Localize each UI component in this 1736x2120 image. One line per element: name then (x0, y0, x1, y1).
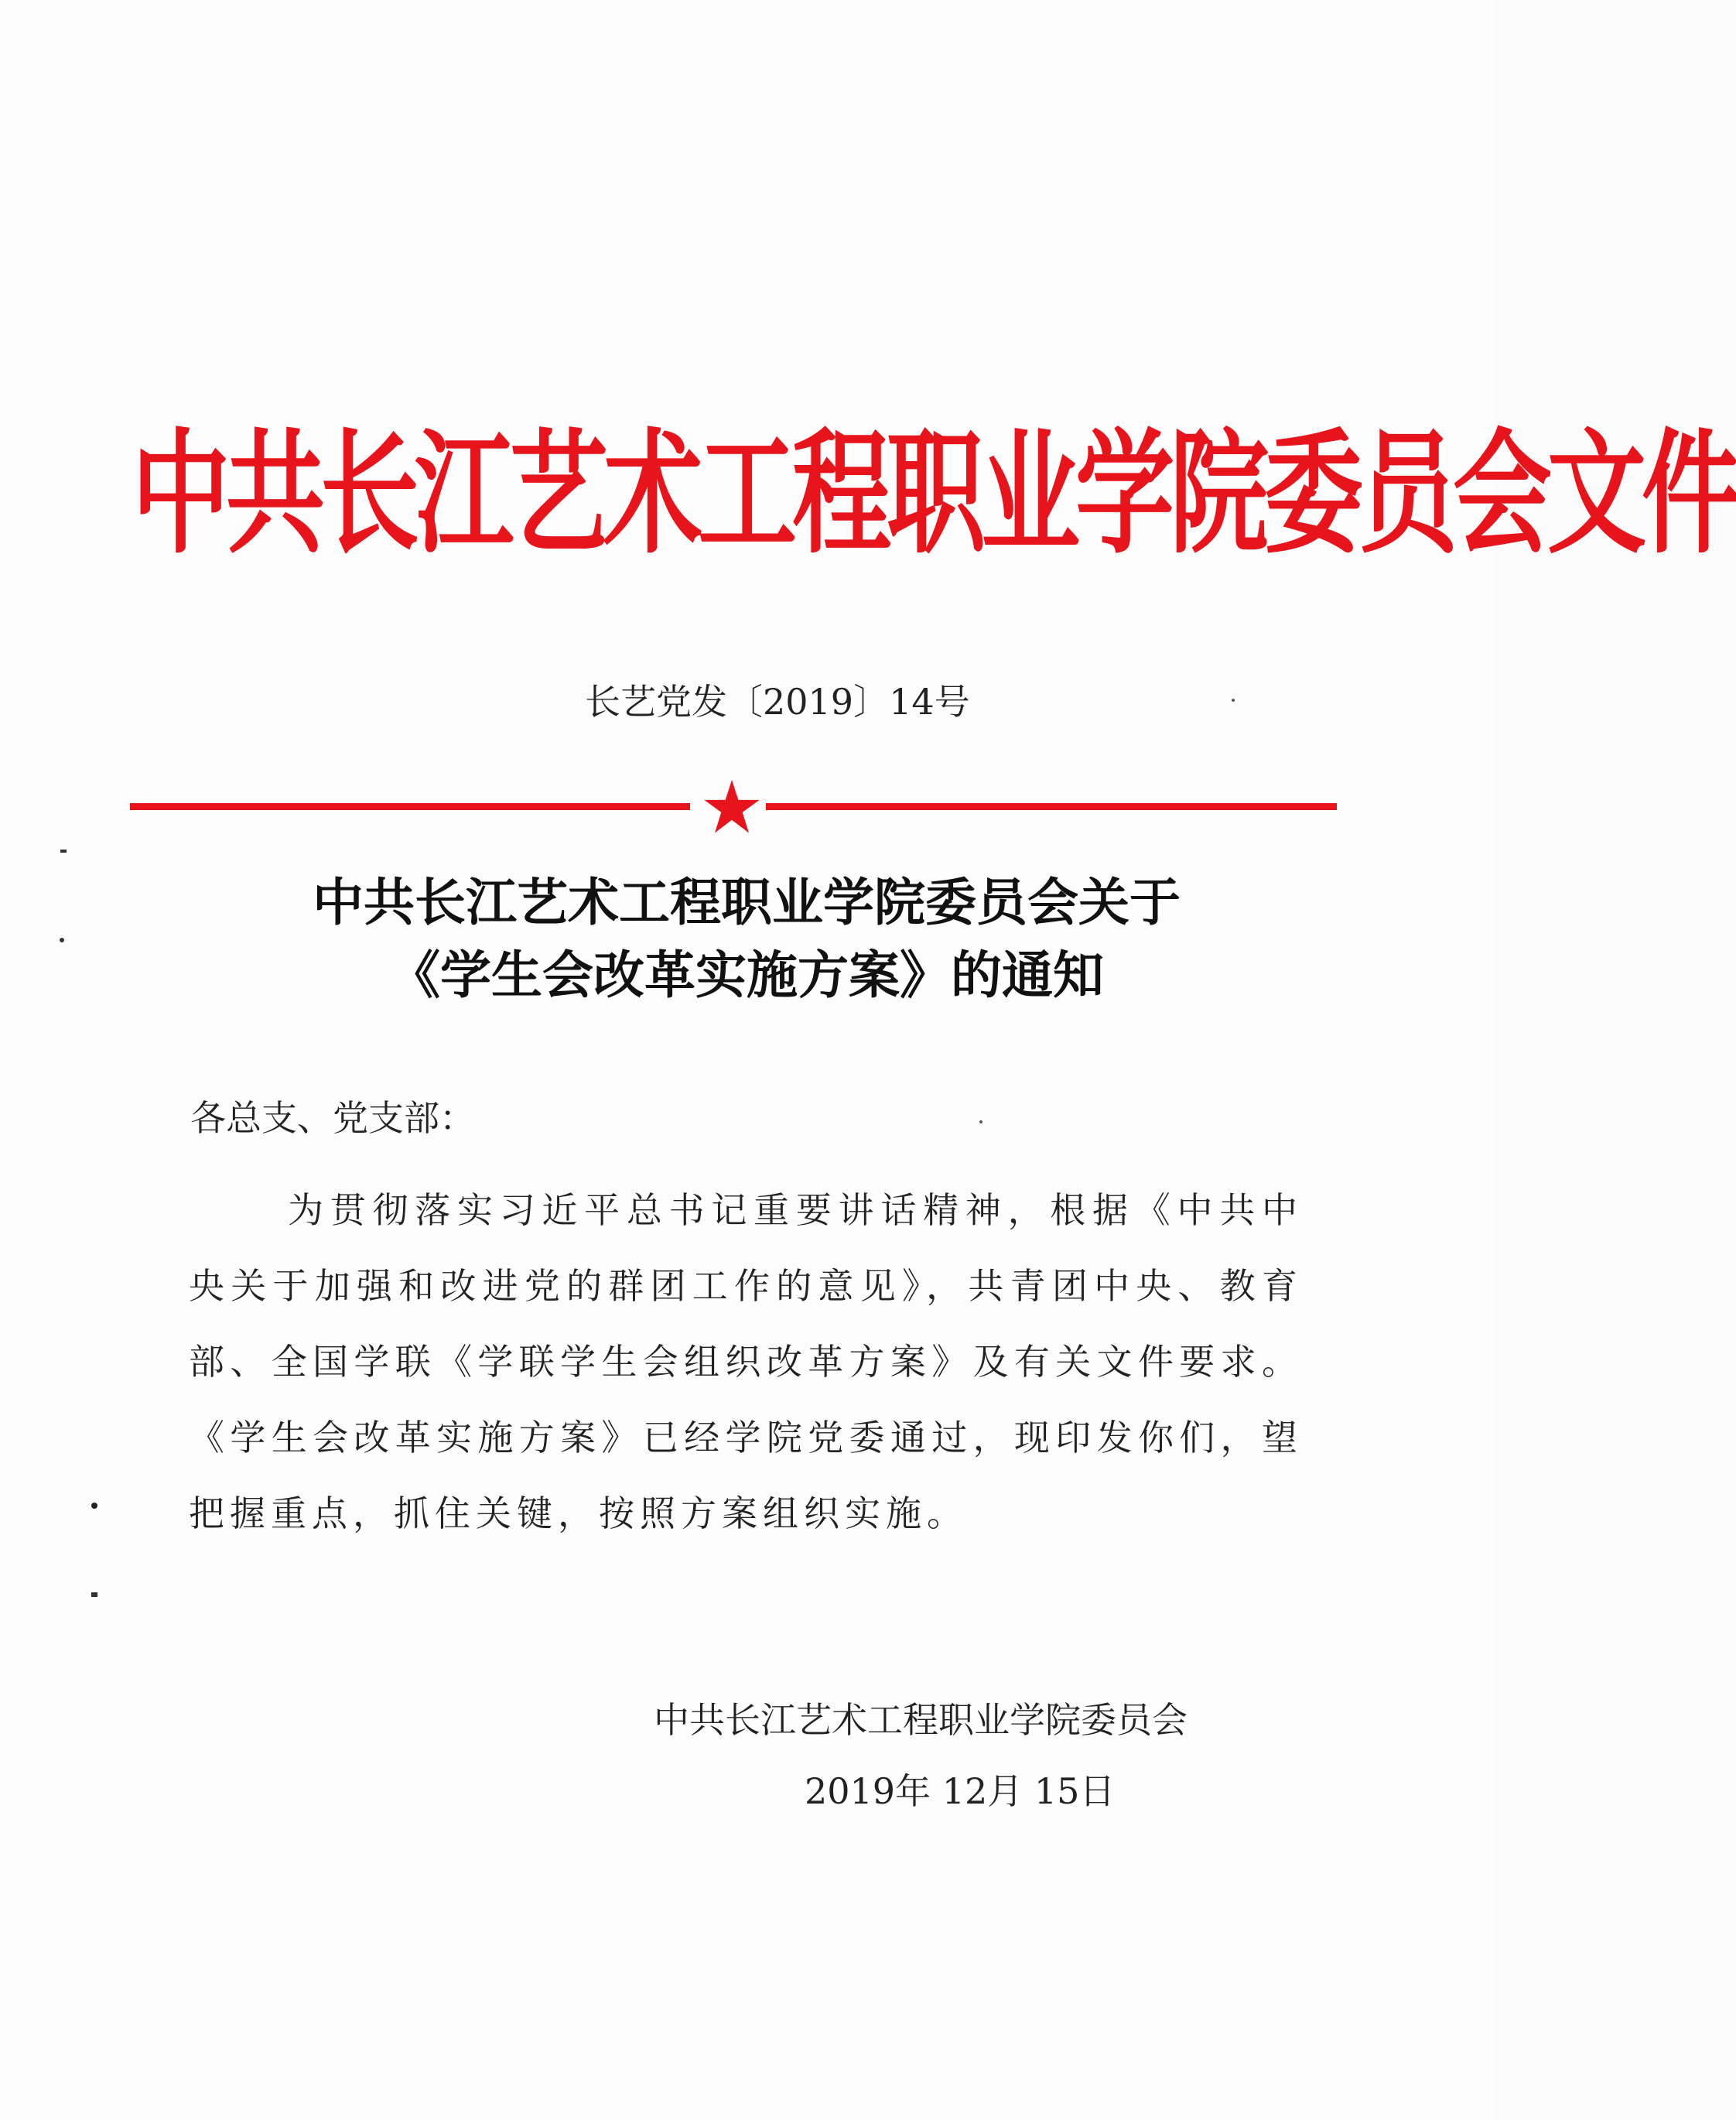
salutation: 各总支、党支部： (190, 1097, 475, 1139)
document-header-title: 中共长江艺术工程职业学院委员会文件 (132, 416, 1736, 573)
document-number: 长艺党发〔2019〕14号 (585, 681, 970, 723)
body-paragraph: 为贯彻落实习近平总书记重要讲话精神，根据《中共中央关于加强和改进党的群团工作的意见》，共青团中央、教育部、全国学联《学联学生会组织改革方案》及有关文件要求。《学生会改革实施方案》已经学院党委通过，现印发你们，望把握重点，抓住关键，按照方案组织实施。 (189, 1189, 1303, 1534)
notice-title-line2: 《学生会改革实施方案》的通知 (389, 945, 1104, 1005)
signature-organization: 中共长江艺术工程职业学院委员会 (654, 1699, 1188, 1741)
notice-title-line1: 中共长江艺术工程职业学院委员会关于 (313, 873, 1181, 932)
issue-date: 2019年 12月 15日 (805, 1770, 1116, 1812)
